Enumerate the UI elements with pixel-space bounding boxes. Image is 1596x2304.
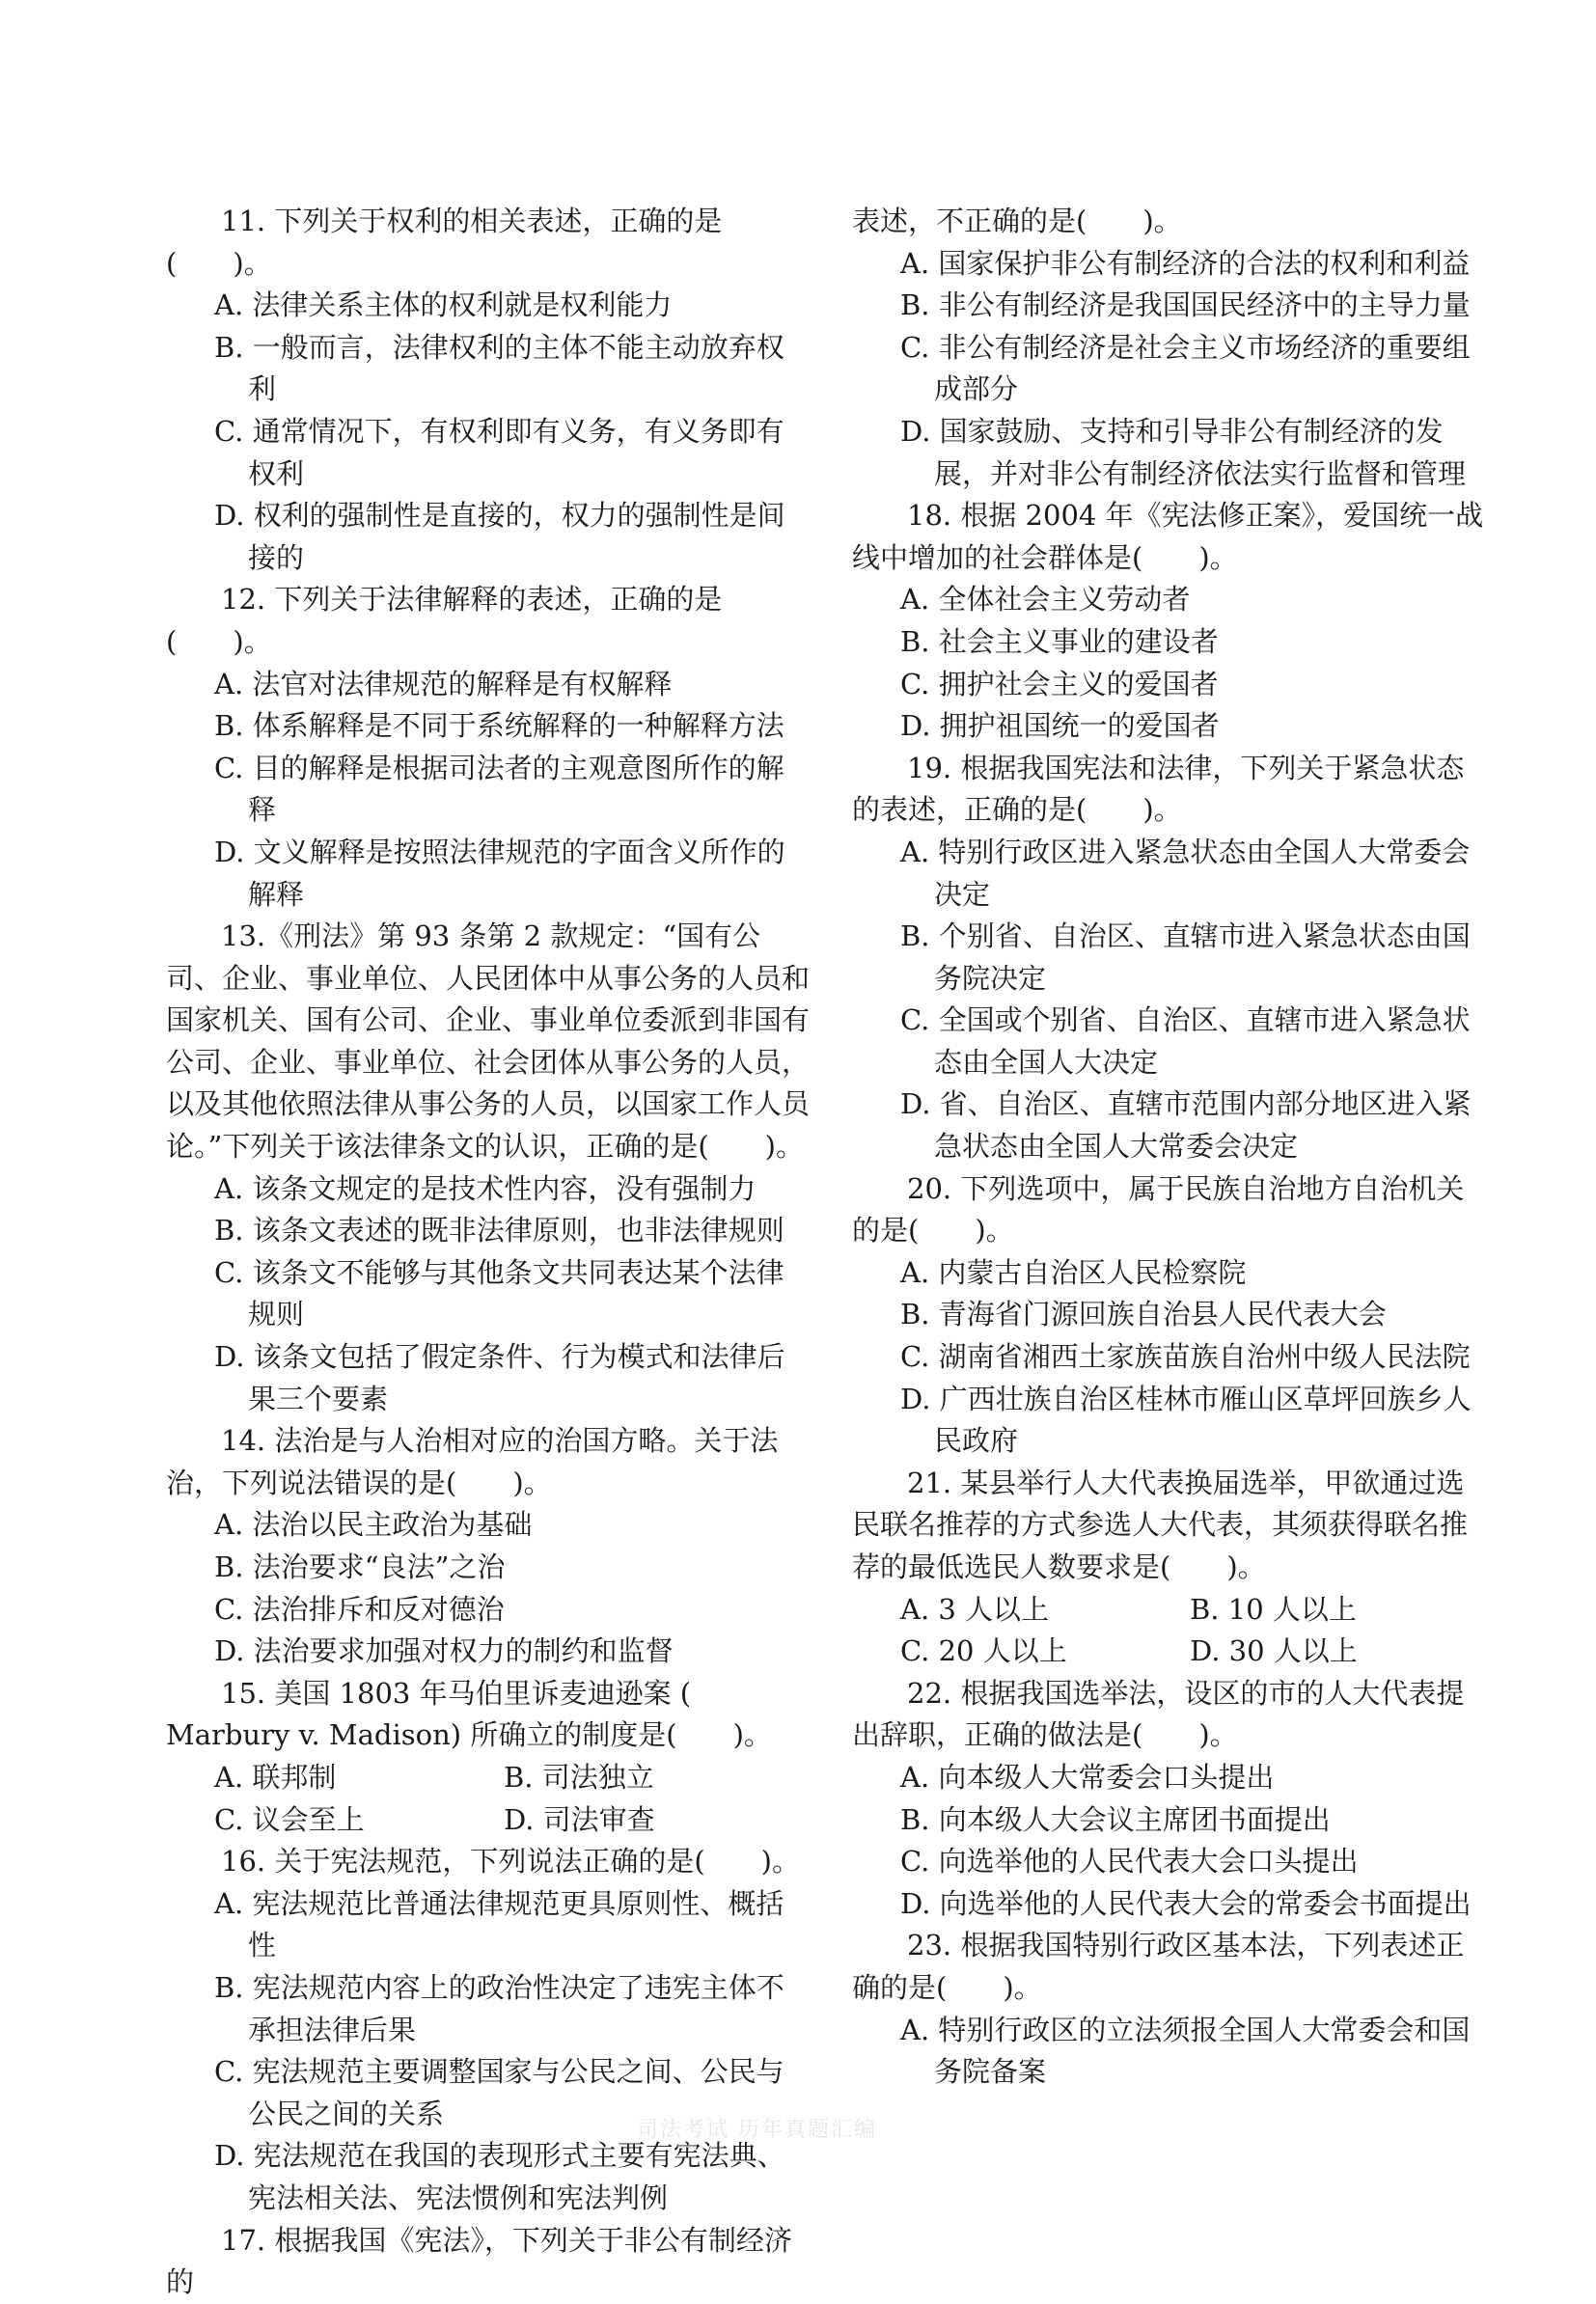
option-text: C. 湖南省湘西土家族苗族自治州中级人民法院 <box>900 1340 1471 1374</box>
option-text: C. 全国或个别省、自治区、直辖市进入紧急状态由全国人大决定 <box>900 1003 1471 1079</box>
option-text: A. 3 人以上 <box>900 1592 1050 1626</box>
option-text: D. 该条文包括了假定条件、行为模式和法律后果三个要素 <box>214 1340 785 1415</box>
option-text: C. 20 人以上 <box>900 1634 1067 1668</box>
option-text: B. 法治要求“良法”之治 <box>214 1550 506 1583</box>
option-text: A. 国家保护非公有制经济的合法的权利和利益 <box>900 246 1471 280</box>
option-text: D. 向选举他的人民代表大会的常委会书面提出 <box>900 1886 1472 1920</box>
option-text: A. 向本级人大常委会口头提出 <box>900 1760 1275 1794</box>
question-text: 21. 某县举行人大代表换届选举，甲欲通过选民联名推荐的方式参选人大代表，其须获得联名推荐的最低选民人数要求是( )。 <box>852 1466 1469 1583</box>
option-text: B. 宪法规范内容上的政治性决定了违宪主体不承担法律后果 <box>214 1970 784 2046</box>
option-row <box>166 1799 811 1842</box>
option-text: A. 联邦制 <box>214 1760 337 1794</box>
question-text: 13.《刑法》第 93 条第 2 款规定：“国有公司、企业、事业单位、人民团体中从事公务的人员和国家机关、国有公司、企业、事业单位委派到非国有公司、企业、事业单位、社会团体从事公务的人员，以及其他依照法律从事公务的人员，以国家工作人员论。”下列关于该法律条文的认识，正确的是( )。 <box>166 919 811 1164</box>
option-text: C. 目的解释是根据司法者的主观意图所作的解释 <box>214 751 784 827</box>
option-text: C. 向选举他的人民代表大会口头提出 <box>900 1845 1359 1879</box>
option-text: D. 法治要求加强对权力的制约和监督 <box>214 1634 674 1668</box>
option-text: B. 司法独立 <box>504 1760 654 1794</box>
option-text: C. 该条文不能够与其他条文共同表达某个法律规则 <box>214 1255 784 1331</box>
question-text: 12. 下列关于法律解释的表述，正确的是( )。 <box>166 583 723 658</box>
option-text: A. 特别行政区的立法须报全国人大常委会和国务院备案 <box>900 2013 1471 2089</box>
option-text: A. 该条文规定的是技术性内容，没有强制力 <box>214 1171 757 1205</box>
option-text: A. 法治以民主政治为基础 <box>214 1508 533 1542</box>
option-text: D. 广西壮族自治区桂林市雁山区草坪回族乡人民政府 <box>900 1382 1472 1458</box>
question-text: 16. 关于宪法规范，下列说法正确的是( )。 <box>221 1845 800 1879</box>
question-text: 22. 根据我国选举法，设区的市的人大代表提出辞职，正确的做法是( )。 <box>852 1676 1465 1752</box>
question-text: 11. 下列关于权利的相关表述，正确的是( )。 <box>166 205 723 280</box>
footer-watermark: 司法考试 历年真题汇编 <box>637 2118 877 2142</box>
option-text: D. 省、自治区、直辖市范围内部分地区进入紧急状态由全国人大常委会决定 <box>900 1087 1472 1164</box>
option-text: C. 通常情况下，有权利即有义务，有义务即有权利 <box>214 414 784 490</box>
question-text: 15. 美国 1803 年马伯里诉麦迪逊案 ( Marbury v. Madison) 所确立的制度是( )。 <box>166 1676 772 1752</box>
option-row <box>852 1631 1489 1673</box>
question-text: 18. 根据 2004 年《宪法修正案》，爱国统一战线中增加的社会群体是( )。 <box>852 499 1484 574</box>
question-text: 19. 根据我国宪法和法律，下列关于紧急状态的表述，正确的是( )。 <box>852 751 1465 827</box>
option-text: D. 文义解释是按照法律规范的字面含义所作的解释 <box>214 835 785 911</box>
question-text: 23. 根据我国特别行政区基本法，下列表述正确的是( )。 <box>852 1929 1465 2004</box>
option-text: B. 非公有制经济是我国国民经济中的主导力量 <box>900 288 1471 322</box>
option-text: C. 非公有制经济是社会主义市场经济的重要组成部分 <box>900 330 1471 406</box>
option-text: C. 法治排斥和反对德治 <box>214 1592 505 1626</box>
option-row <box>166 1757 811 1799</box>
option-text: B. 青海省门源回族自治县人民代表大会 <box>900 1298 1387 1331</box>
option-text: B. 社会主义事业的建设者 <box>900 624 1219 658</box>
option-row <box>852 1589 1489 1632</box>
option-text: A. 法官对法律规范的解释是有权解释 <box>214 667 673 700</box>
right-column <box>852 201 1489 2094</box>
option-text: C. 议会至上 <box>214 1802 365 1836</box>
option-text: A. 内蒙古自治区人民检察院 <box>900 1255 1247 1289</box>
option-text: B. 10 人以上 <box>1190 1592 1357 1626</box>
option-text: D. 国家鼓励、支持和引导非公有制经济的发展，并对非公有制经济依法实行监督和管理 <box>900 414 1467 490</box>
question-text: 17. 根据我国《宪法》，下列关于非公有制经济的 <box>166 2223 792 2299</box>
option-text: D. 司法审查 <box>504 1802 655 1836</box>
question-text: 表述，不正确的是( )。 <box>852 205 1182 237</box>
option-text: A. 特别行政区进入紧急状态由全国人大常委会决定 <box>900 835 1471 911</box>
option-text: D. 30 人以上 <box>1190 1634 1358 1668</box>
option-text: B. 向本级人大会议主席团书面提出 <box>900 1802 1331 1836</box>
option-text: A. 全体社会主义劳动者 <box>900 583 1191 617</box>
question-text: 14. 法治是与人治相对应的治国方略。关于法治，下列说法错误的是( )。 <box>166 1424 779 1499</box>
option-text: C. 拥护社会主义的爱国者 <box>900 667 1219 700</box>
option-text: C. 宪法规范主要调整国家与公民之间、公民与公民之间的关系 <box>214 2055 784 2130</box>
option-text: B. 体系解释是不同于系统解释的一种解释方法 <box>214 709 784 743</box>
option-text: B. 该条文表述的既非法律原则，也非法律规则 <box>214 1214 784 1248</box>
option-text: D. 宪法规范在我国的表现形式主要有宪法典、宪法相关法、宪法惯例和宪法判例 <box>214 2139 785 2214</box>
option-text: B. 个别省、自治区、直辖市进入紧急状态由国务院决定 <box>900 919 1471 995</box>
option-text: B. 一般而言，法律权利的主体不能主动放弃权利 <box>214 330 784 406</box>
option-text: D. 拥护祖国统一的爱国者 <box>900 709 1220 743</box>
left-column <box>166 201 811 2304</box>
question-text: 20. 下列选项中，属于民族自治地方自治机关的是( )。 <box>852 1171 1465 1248</box>
option-text: A. 宪法规范比普通法律规范更具原则性、概括性 <box>214 1886 784 1962</box>
option-text: D. 权利的强制性是直接的，权力的强制性是间接的 <box>214 499 785 574</box>
option-text: A. 法律关系主体的权利就是权利能力 <box>214 288 673 322</box>
